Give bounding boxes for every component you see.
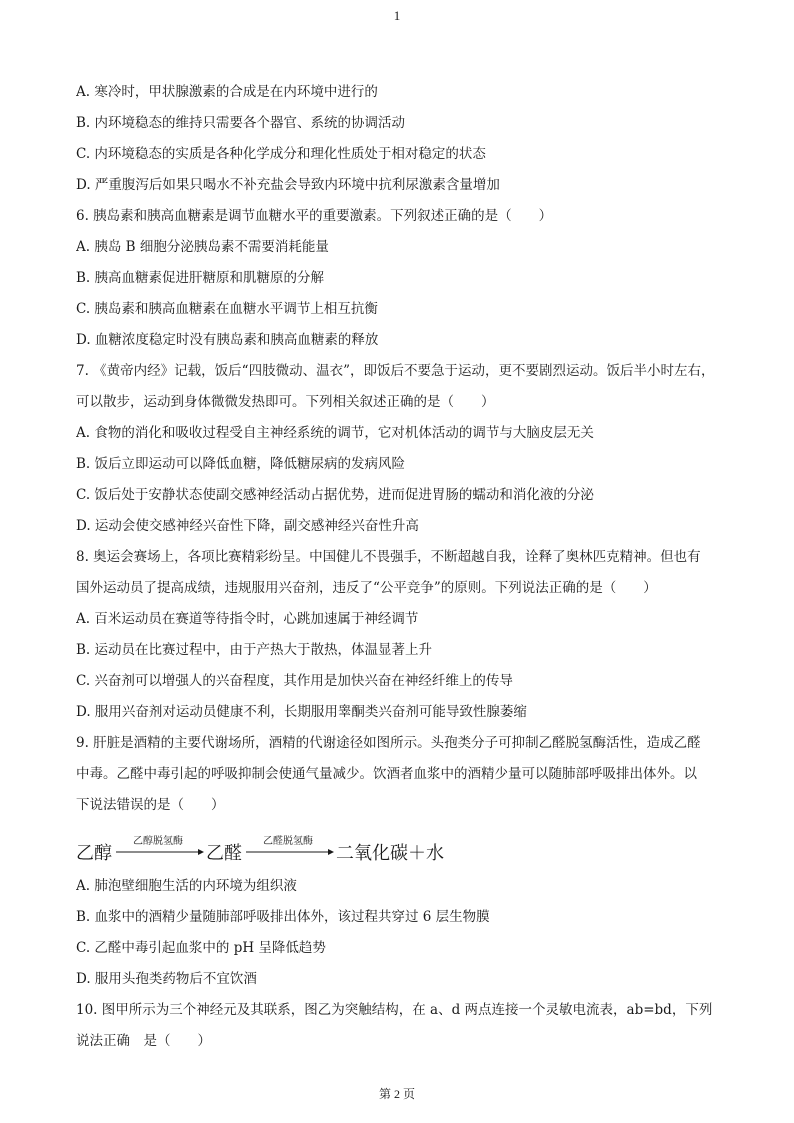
text-line: 可以散步，运动到身体微微发热即可。下列相关叙述正确的是（ ） — [76, 394, 495, 410]
text-line: C. 胰岛素和胰高血糖素在血糖水平调节上相互抗衡 — [76, 301, 378, 317]
text-line: C. 饭后处于安静状态使副交感神经活动占据优势，进而促进胃肠的蠕动和消化液的分泌 — [76, 487, 594, 503]
text-line: B. 运动员在比赛过程中，由于产热大于散热，体温显著上升 — [76, 642, 433, 658]
text-line: B. 内环境稳态的维持只需要各个器官、系统的协调活动 — [76, 115, 406, 131]
arrow-1-head — [198, 849, 204, 855]
intermediate-text: 乙醛 — [206, 843, 242, 864]
question-7-stem: 7. 《黄帝内经》记载，饭后“四肢微动、温衣”，即饭后不要急于运动，更不要剧烈运动。饭后半小时左右， — [76, 363, 715, 379]
text-line: 国外运动员了提高成绩，违规服用兴奋剂，违反了“公平竞争”的原则。下列说法正确的是（ ） — [76, 580, 657, 596]
text-line: D. 运动会使交感神经兴奋性下降，副交感神经兴奋性升高 — [76, 518, 419, 534]
text-line: A. 寒冷时，甲状腺激素的合成是在内环境中进行的 — [76, 84, 378, 100]
question-8-stem: 8. 奥运会赛场上，各项比赛精彩纷呈。中国健儿不畏强手，不断超越自我，诠释了奥林匹克精神。但也有 — [76, 549, 701, 565]
product-text: 二氧化碳＋水 — [336, 843, 444, 864]
text-line: D. 服用头孢类药物后不宜饮酒 — [76, 971, 257, 987]
text-line: A. 百米运动员在赛道等待指令时，心跳加速属于神经调节 — [76, 611, 419, 627]
text-line: D. 服用兴奋剂对运动员健康不利，长期服用睾酮类兴奋剂可能导致性腺萎缩 — [76, 704, 527, 720]
enzyme1-text: 乙醇脱氢酶 — [133, 836, 183, 847]
text-line: C. 乙醛中毒引起血浆中的 pH 呈降低趋势 — [76, 940, 326, 956]
question-10-stem: 10. 图甲所示为三个神经元及其联系，图乙为突触结构，在 a、d 两点连接一个灵敏电流表，ab=bd，下列 — [76, 1002, 713, 1018]
page-footer: 第 2 页 — [378, 1087, 415, 1101]
text-line: D. 严重腹泻后如果只喝水不补充盐会导致内环境中抗利尿激素含量增加 — [76, 177, 500, 193]
arrow-2-head — [328, 849, 334, 855]
text-line: A. 肺泡壁细胞生活的内环境为组织液 — [76, 878, 297, 894]
text-line: 说法正确 是（ ） — [76, 1033, 211, 1049]
enzyme2-text: 乙醛脱氢酶 — [263, 836, 313, 847]
page-top-number: 1 — [393, 8, 401, 23]
text-line: D. 血糖浓度稳定时没有胰岛素和胰高血糖素的释放 — [76, 332, 379, 348]
text-line: B. 饭后立即运动可以降低血糖，降低糖尿病的发病风险 — [76, 456, 406, 472]
text-line: 下说法错误的是（ ） — [76, 797, 225, 813]
text-line: 中毒。乙醛中毒引起的呼吸抑制会使通气量减少。饮酒者血浆中的酒精少量可以随肺部呼吸排出体外。以 — [76, 766, 697, 782]
text-line: B. 血浆中的酒精少量随肺部呼吸排出体外，该过程共穿过 6 层生物膜 — [76, 909, 490, 925]
text-line: A. 食物的消化和吸收过程受自主神经系统的调节，它对机体活动的调节与大脑皮层无关 — [76, 425, 594, 441]
text-line: B. 胰高血糖素促进肝糖原和肌糖原的分解 — [76, 270, 325, 286]
metabolism-equation — [76, 832, 476, 868]
question-6-stem: 6. 胰岛素和胰高血糖素是调节血糖水平的重要激素。下列叙述正确的是（ ） — [76, 208, 553, 224]
question-9-stem: 9. 肝脏是酒精的主要代谢场所，酒精的代谢途径如图所示。头孢类分子可抑制乙醛脱氢酶活性，造成乙醛 — [76, 735, 701, 751]
reactant-text: 乙醇 — [76, 843, 112, 864]
text-line: C. 内环境稳态的实质是各种化学成分和理化性质处于相对稳定的状态 — [76, 146, 486, 162]
text-line: C. 兴奋剂可以增强人的兴奋程度，其作用是加快兴奋在神经纤维上的传导 — [76, 673, 513, 689]
text-line: A. 胰岛 B 细胞分泌胰岛素不需要消耗能量 — [76, 239, 329, 255]
